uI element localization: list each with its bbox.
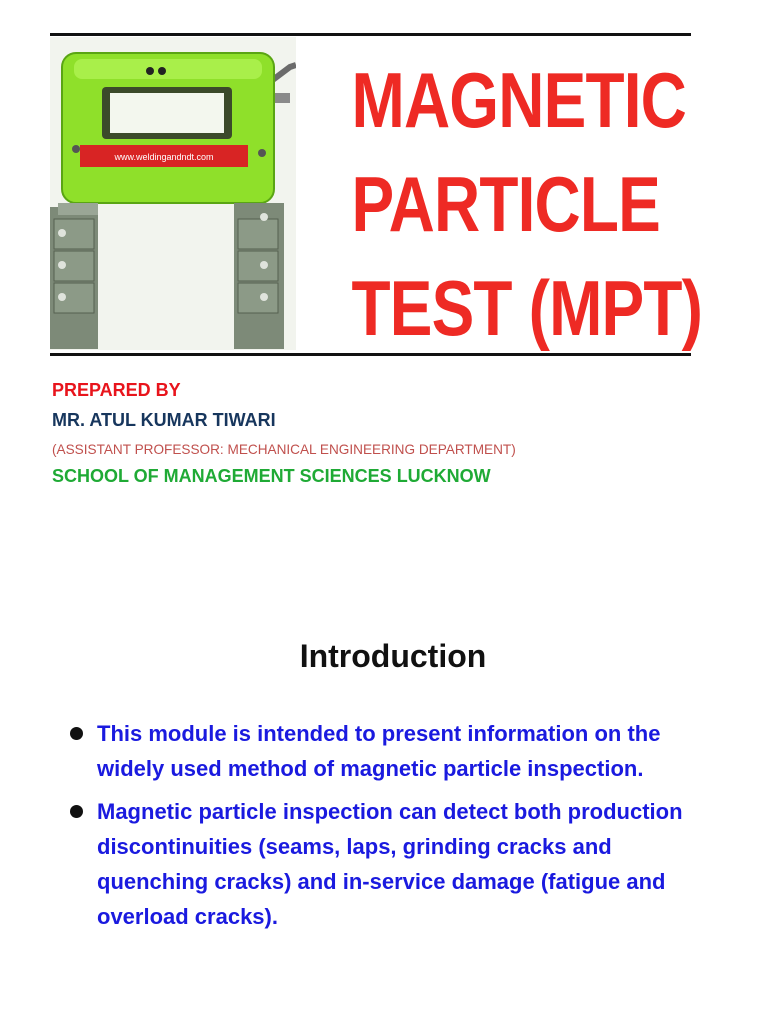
list-item [70, 794, 720, 934]
author-name: MR. ATUL KUMAR TIWARI [52, 410, 276, 430]
list-item [70, 716, 720, 786]
institution-name: SCHOOL OF MANAGEMENT SCIENCES LUCKNOW [52, 466, 491, 486]
slide-title [318, 48, 703, 360]
prepared-by-label: PREPARED BY [52, 380, 181, 400]
bottom-rule [50, 353, 691, 356]
title-line-1: MAGNETIC [351, 56, 687, 144]
bullet-dot-icon [70, 805, 83, 818]
bullet-text: This module is intended to present information on the widely used method of magnetic particle inspection. [97, 721, 661, 781]
magnetic-yoke-photo [50, 37, 296, 350]
title-line-3: TEST (MPT) [351, 264, 703, 352]
magnetic-yoke-icon [50, 37, 296, 350]
intro-heading: Introduction [299, 638, 487, 674]
photo-label: www.weldingandndt.com [114, 152, 214, 162]
title-line-2: PARTICLE [351, 160, 660, 248]
top-rule [50, 33, 691, 36]
author-role: (ASSISTANT PROFESSOR: MECHANICAL ENGINEERING DEPARTMENT) [52, 442, 516, 457]
bullet-dot-icon [70, 727, 83, 740]
bullet-text: Magnetic particle inspection can detect both production discontinuities (seams, laps, grinding cracks and quenching cracks) and in-service damage (fatigue and overload cracks). [97, 799, 683, 929]
intro-bullet-list [70, 716, 720, 942]
